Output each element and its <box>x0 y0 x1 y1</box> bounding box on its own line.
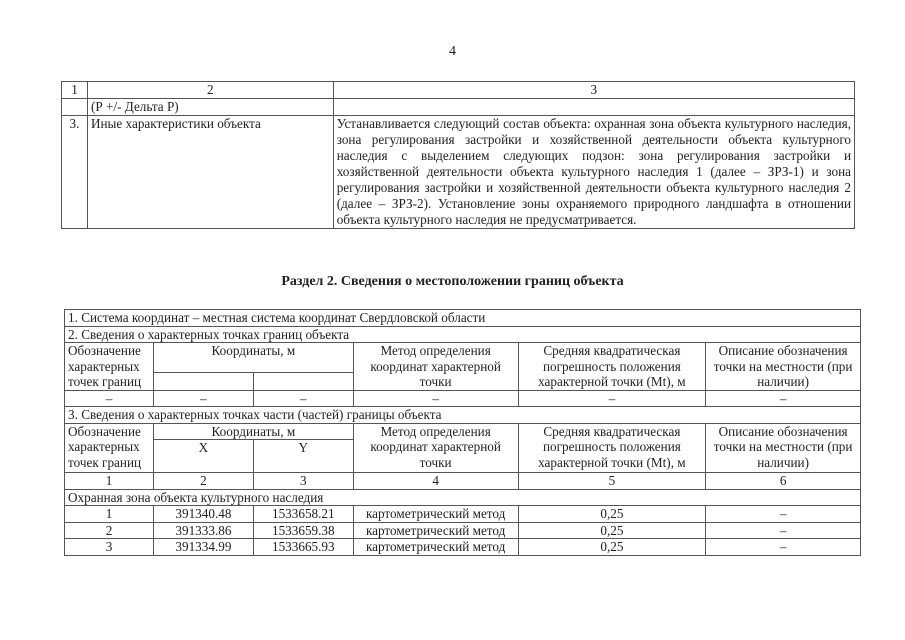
point-description: – <box>706 506 861 523</box>
point-y: 1533659.38 <box>253 522 353 539</box>
header-point-label: Обозначение характерных точек границ <box>65 423 154 473</box>
point-accuracy: 0,25 <box>518 539 706 556</box>
coord-system-row <box>65 310 861 327</box>
cell: 2 <box>153 473 253 490</box>
point-accuracy: 0,25 <box>518 522 706 539</box>
point-y: 1533665.93 <box>253 539 353 556</box>
table-row <box>62 99 855 116</box>
header-y: Y <box>253 440 353 473</box>
header-row <box>65 343 861 373</box>
table-header-row <box>62 82 855 99</box>
header-method: Метод определения координат характерной точки <box>353 343 518 391</box>
header-coordinates: Координаты, м <box>153 343 353 373</box>
table-row <box>65 522 861 539</box>
column-numbers-row <box>65 473 861 490</box>
point-method: картометрический метод <box>353 506 518 523</box>
header-row <box>65 423 861 440</box>
section-title: Раздел 2. Сведения о местоположении границ объекта <box>281 274 624 289</box>
point-number: 1 <box>65 506 154 523</box>
cell: 6 <box>706 473 861 490</box>
header-accuracy: Средняя квадратическая погрешность положения характерной точки (Mt), м <box>518 423 706 473</box>
header-method: Метод определения координат характерной точки <box>353 423 518 473</box>
cell: 4 <box>353 473 518 490</box>
cell: – <box>65 390 154 407</box>
table-row <box>62 116 855 229</box>
row-number: 3. <box>62 116 88 229</box>
part3-title-row <box>65 407 861 424</box>
cell: – <box>353 390 518 407</box>
point-y: 1533658.21 <box>253 506 353 523</box>
zone-title: Охранная зона объекта культурного наследия <box>65 489 861 506</box>
row-description: Устанавливается следующий состав объекта: охранная зона объекта культурного наследия, зона регулирования застройки и хозяйственной деятельности объекта культурного наследия с выделением следующих подзон: зона регулирования застройки и хозяйственной деятельности объекта культурного наследия 1 (далее – ЗРЗ-1) и зона регулирования застройки и хозяйственной деятельности объекта культурного наследия 2 (далее – ЗРЗ-2). Установление зоны охраняемого природного ландшафта в отношении объекта культурного наследия не предусматривается. <box>333 116 854 229</box>
point-description: – <box>706 539 861 556</box>
point-number: 2 <box>65 522 154 539</box>
point-description: – <box>706 522 861 539</box>
cell: – <box>253 390 353 407</box>
point-method: картометрический метод <box>353 522 518 539</box>
point-accuracy: 0,25 <box>518 506 706 523</box>
table-row <box>65 539 861 556</box>
header-accuracy: Средняя квадратическая погрешность положения характерной точки (Mt), м <box>518 343 706 391</box>
point-x: 391334.99 <box>153 539 253 556</box>
table-row <box>65 506 861 523</box>
row-name: Иные характеристики объекта <box>87 116 333 229</box>
characteristics-table <box>61 81 855 229</box>
cell: – <box>153 390 253 407</box>
col-header-2: 2 <box>87 82 333 99</box>
boundary-points-table <box>64 309 861 556</box>
point-number: 3 <box>65 539 154 556</box>
col-header-3: 3 <box>333 82 854 99</box>
cell: 5 <box>518 473 706 490</box>
header-coordinates: Координаты, м <box>153 423 353 440</box>
part2-title-row <box>65 326 861 343</box>
page-number: 4 <box>449 44 456 59</box>
header-description: Описание обозначения точки на местности (при наличии) <box>706 423 861 473</box>
cell: 1 <box>65 473 154 490</box>
table-row <box>65 390 861 407</box>
part3-title: 3. Сведения о характерных точках части (частей) границы объекта <box>65 407 861 424</box>
cell: – <box>518 390 706 407</box>
cell: – <box>706 390 861 407</box>
point-x: 391333.86 <box>153 522 253 539</box>
point-x: 391340.48 <box>153 506 253 523</box>
cell: 3 <box>253 473 353 490</box>
header-point-label: Обозначение характерных точек границ <box>65 343 154 391</box>
header-x: X <box>153 440 253 473</box>
continuation-cell: (Р +/- Дельта Р) <box>87 99 333 116</box>
header-description: Описание обозначения точки на местности (при наличии) <box>706 343 861 391</box>
coord-system-text: 1. Система координат – местная система координат Свердловской области <box>65 310 861 327</box>
zone-title-row <box>65 489 861 506</box>
point-method: картометрический метод <box>353 539 518 556</box>
col-header-1: 1 <box>62 82 88 99</box>
part2-title: 2. Сведения о характерных точках границ объекта <box>65 326 861 343</box>
